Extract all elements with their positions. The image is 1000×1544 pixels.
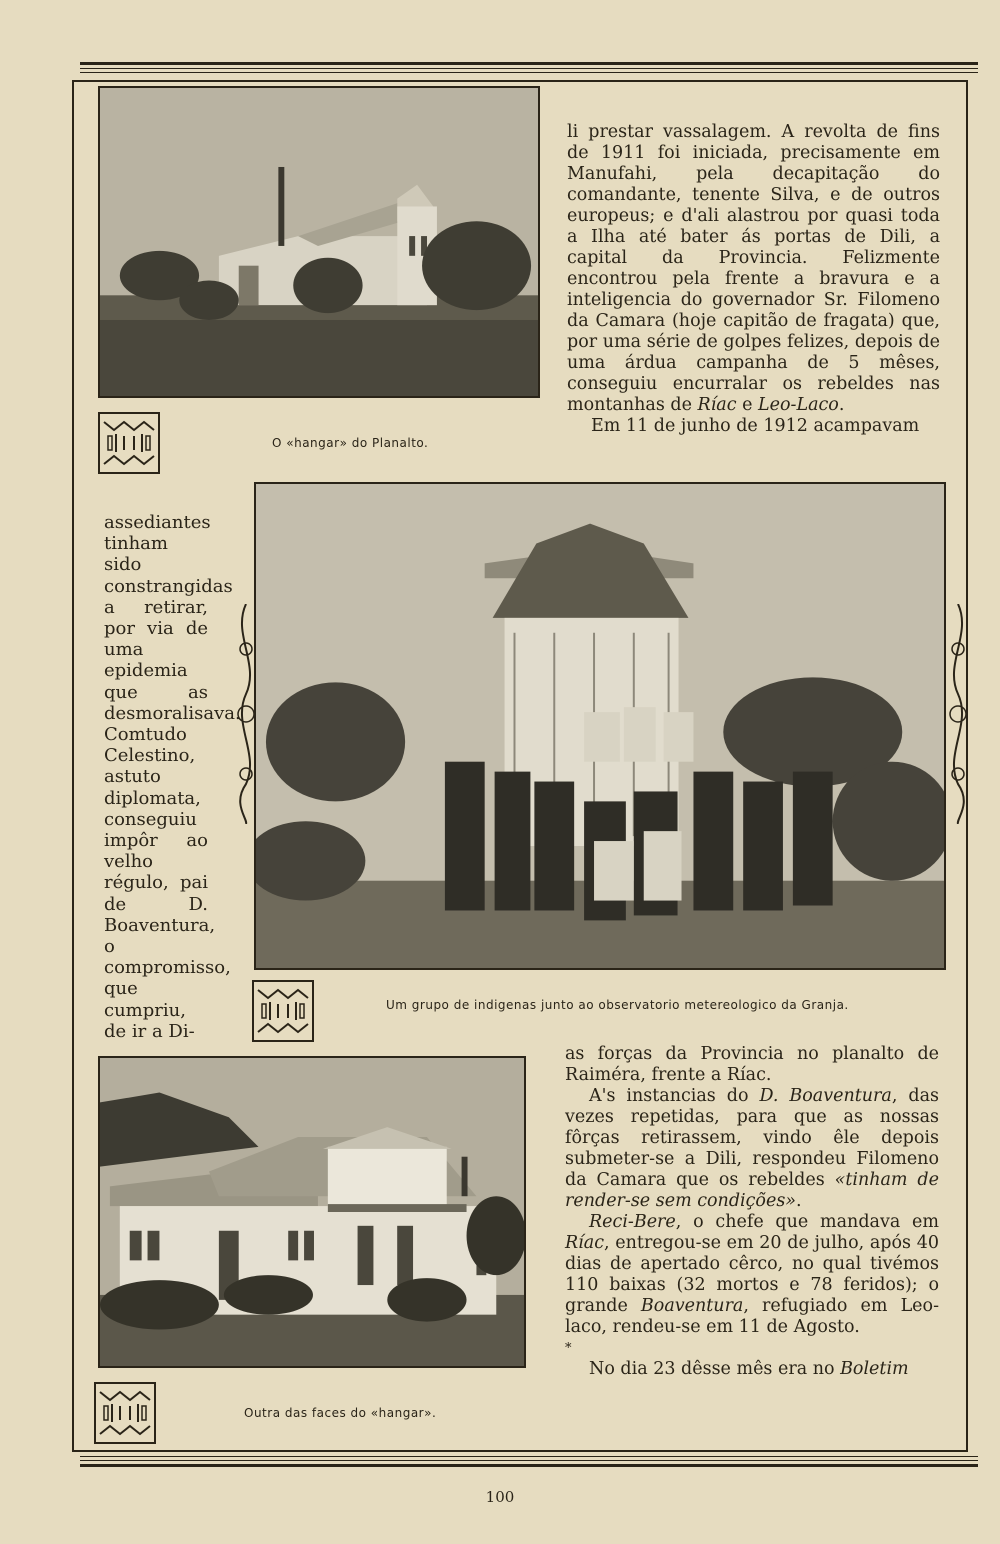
bottom-rule-thick bbox=[80, 1464, 978, 1467]
text-p1: as forças da Provincia no planalto de Raiméra, frente a Ríac. bbox=[565, 1044, 939, 1085]
text-p2-a: A's instancias do bbox=[589, 1086, 760, 1106]
tribal-ornament-icon bbox=[252, 980, 314, 1042]
text-p2-quote: «tinham de render-se sem condições» bbox=[565, 1170, 939, 1211]
section-separator: * bbox=[565, 1341, 572, 1356]
tribal-ornament-icon bbox=[98, 412, 160, 474]
caption-hangar-outra-face: Outra das faces do «hangar». bbox=[244, 1406, 437, 1420]
text-p3-e: Boaventura bbox=[640, 1296, 744, 1316]
scroll-border-icon bbox=[940, 604, 976, 824]
text-11-junho: Em 11 de junho de 1912 acampavam bbox=[591, 416, 920, 436]
bottom-rule-thin bbox=[80, 1456, 978, 1457]
page-number: 100 bbox=[485, 1488, 515, 1506]
text-top-right-c: . bbox=[838, 395, 845, 415]
article-column-left-narrow: assediantes tinham sido constrangidas a retirar, por via de uma epidemia que as desmoralisava. Comtudo Celestino, astuto diplomata, conseguiu impôr ao velho régulo, pai de D. Boaventura, o compromisso, que cumpriu, de ir a Di- bbox=[104, 512, 241, 1042]
text-top-right-a: li prestar vassalagem. A revolta de fins de 1911 foi iniciada, precisamente em Manufahi, pela decapitação do comandante, tenente Silva, e de outros europeus; e d'ali alastrou por quasi toda a Ilha até bater ás portas de Dili, a capital da Provincia. Felizmente encontrou pela frente a bravura e a inteligencia do governador Sr. Filomeno da Camara (hoje capitão de fragata) que, por uma série de golpes felizes, depois de uma árdua campanha de 5 mêses, conseguiu encurralar os rebeldes nas montanhas de bbox=[567, 122, 940, 415]
caption-indigenas-group: Um grupo de indigenas junto ao observatorio metereologico da Granja. bbox=[386, 998, 849, 1012]
text-p2-c: . bbox=[796, 1191, 802, 1211]
text-p3-b: , o chefe que mandava em bbox=[675, 1212, 939, 1232]
text-p4-b: Boletim bbox=[840, 1359, 909, 1379]
text-p3-c: Ríac bbox=[565, 1233, 605, 1253]
text-p3-a: Reci-Bere bbox=[589, 1212, 676, 1232]
text-place-leo-laco: Leo-Laco bbox=[758, 395, 839, 415]
photo-indigenas-group bbox=[254, 482, 946, 970]
text-top-right-b: e bbox=[736, 395, 759, 415]
photo-hangar-outra-face bbox=[98, 1056, 526, 1368]
caption-hangar-planalto: O «hangar» do Planalto. bbox=[272, 436, 429, 450]
text-p2-b: , das vezes repetidas, para que as nossas fôrças retirassem, vindo êle depois submeter-se a Dili, respondeu Filomeno da Camara que os rebeldes bbox=[565, 1086, 939, 1190]
text-place-riac: Ríac bbox=[697, 395, 737, 415]
bottom-rule-thin-2 bbox=[80, 1460, 978, 1461]
tribal-ornament-icon bbox=[94, 1382, 156, 1444]
article-column-bottom-right bbox=[565, 1044, 939, 1380]
text-p3-d: , entregou-se em 20 de julho, após 40 dias de apertado cêrco, no qual tivémos 110 baixas (32 mortos e 78 feridos); o grande bbox=[565, 1233, 939, 1316]
top-rule-thick bbox=[80, 62, 978, 65]
photo-hangar-planalto bbox=[98, 86, 540, 398]
top-rule-thin bbox=[80, 68, 978, 69]
text-p3-f: , refugiado em Leo-laco, rendeu-se em 11 de Agosto. bbox=[565, 1296, 939, 1337]
article-column-top-right bbox=[567, 122, 940, 437]
text-p2-name: D. Boaventura bbox=[759, 1086, 892, 1106]
text-p4-a: No dia 23 dêsse mês era no bbox=[589, 1359, 841, 1379]
top-rule-thin-2 bbox=[80, 72, 978, 73]
